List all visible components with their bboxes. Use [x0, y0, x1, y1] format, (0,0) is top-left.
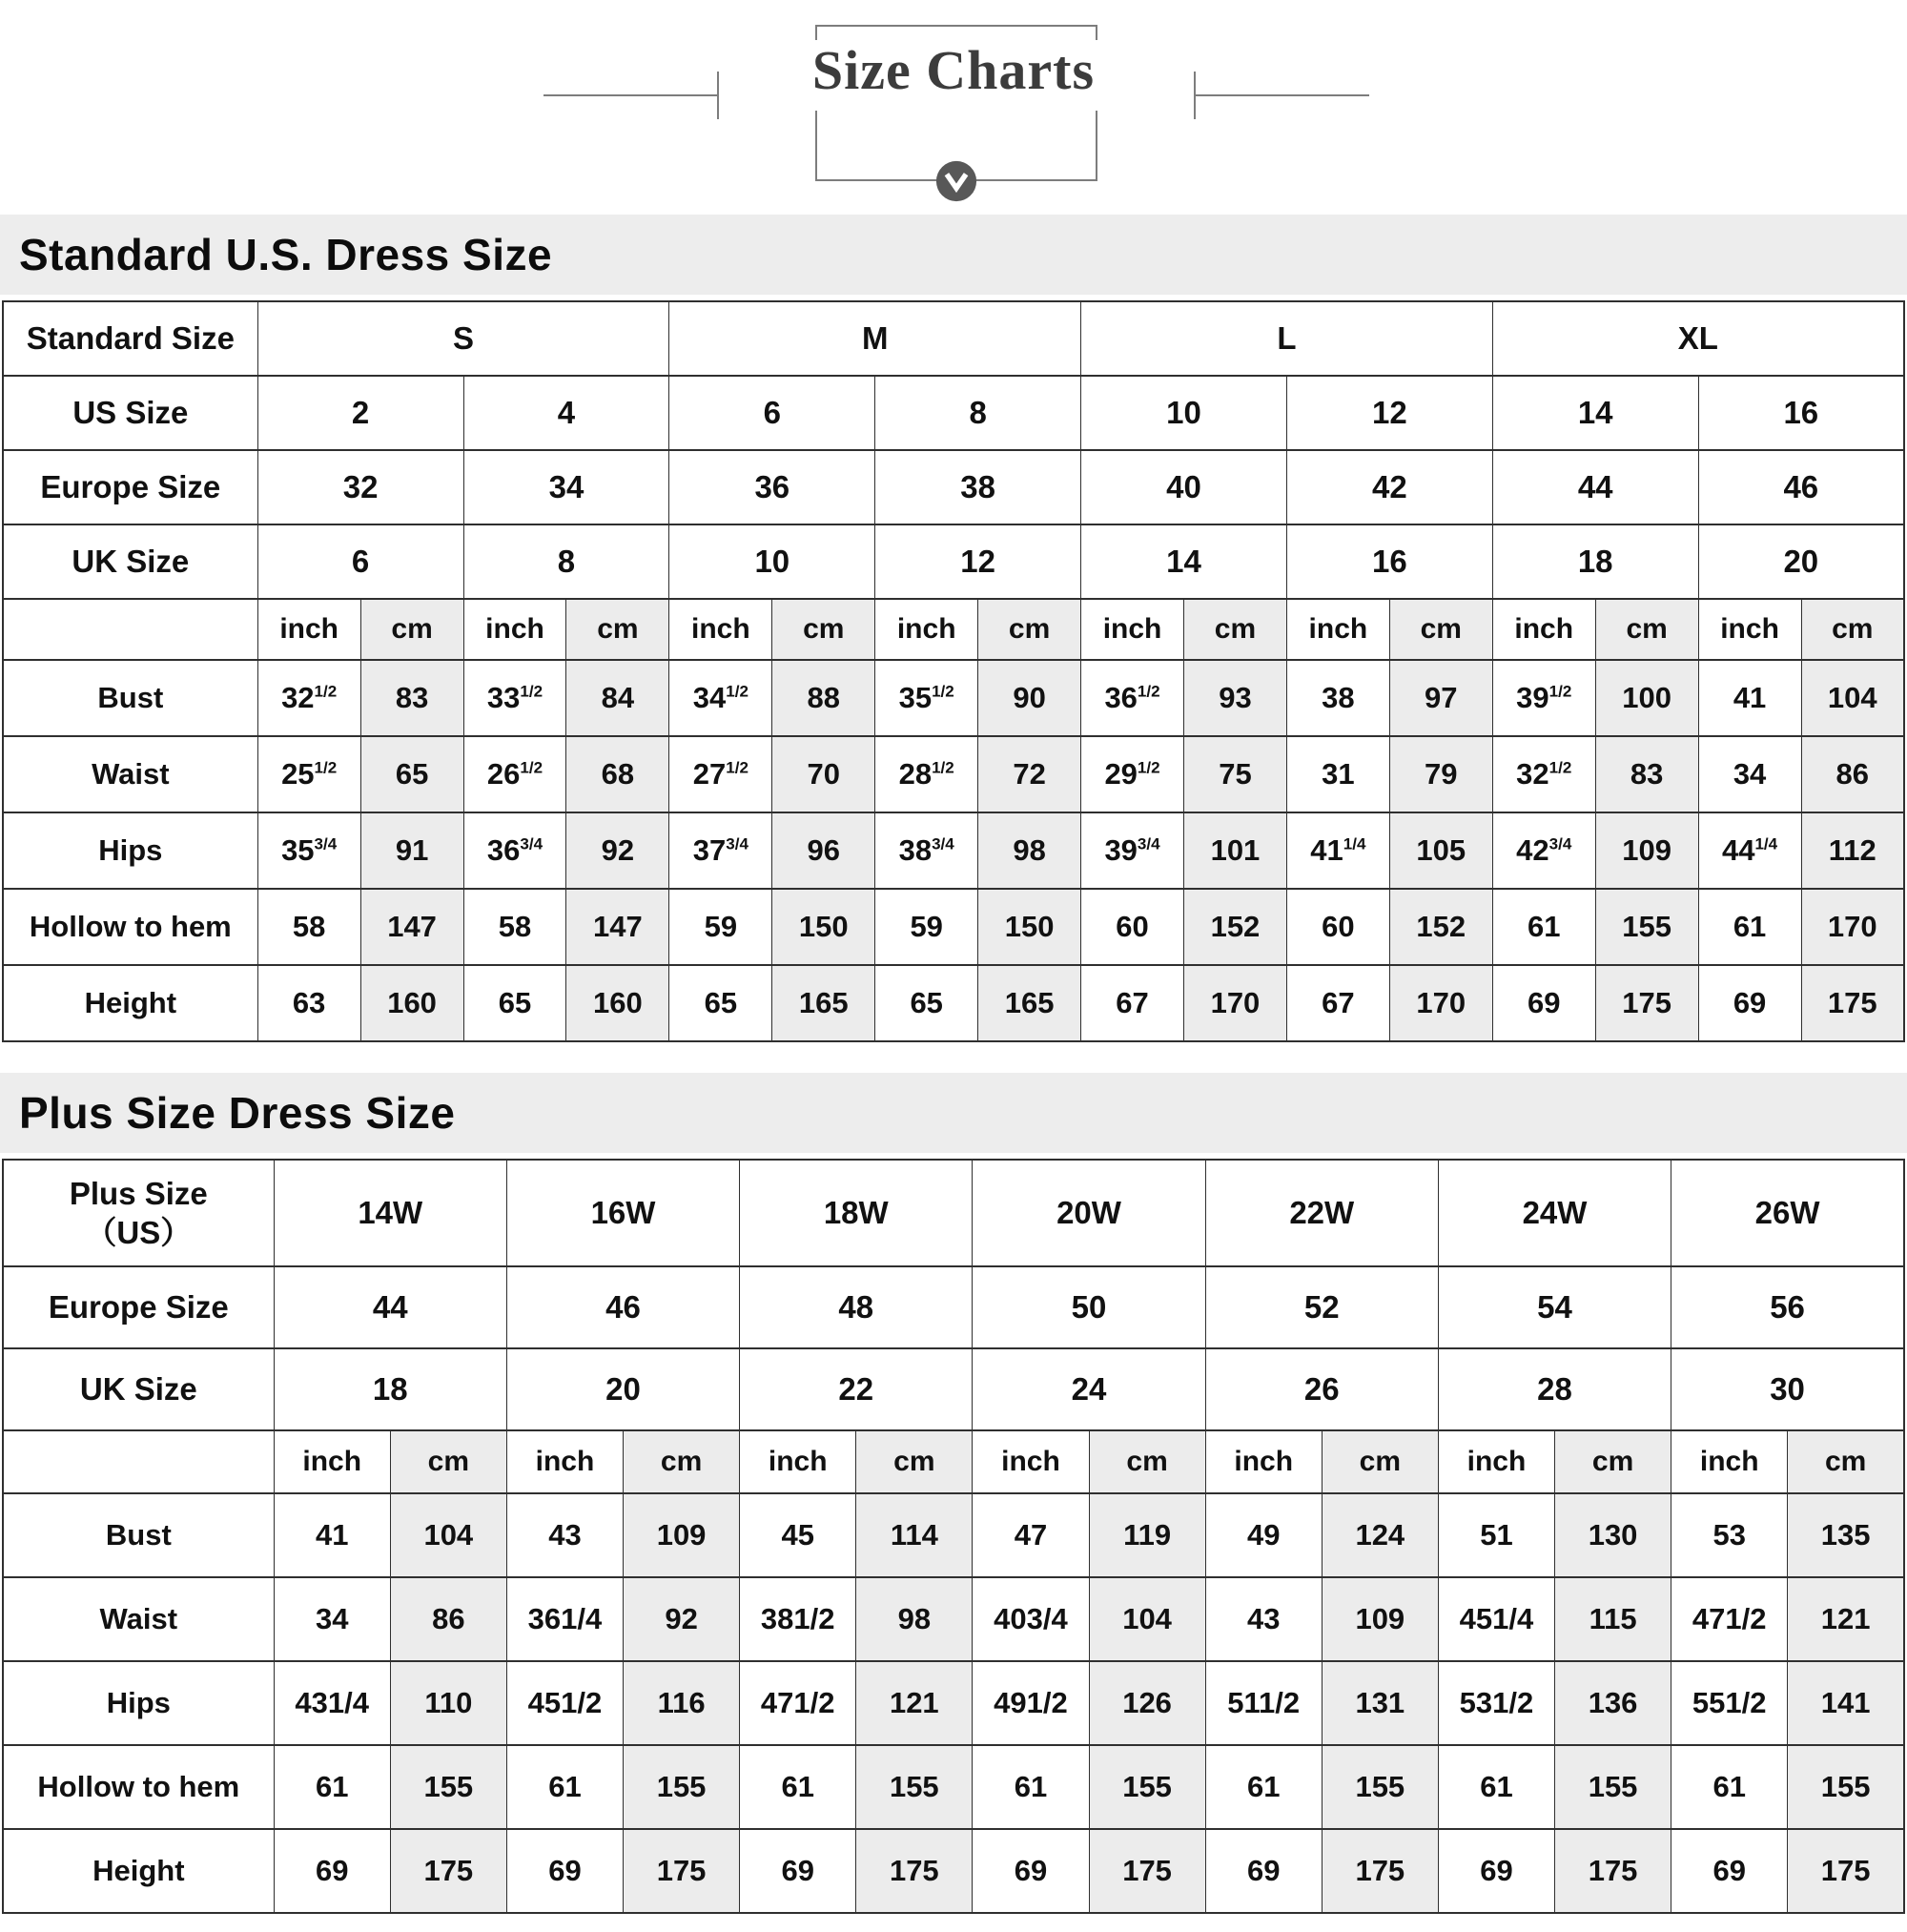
- table-cell: 48: [740, 1266, 973, 1348]
- table-cell: 361/4: [506, 1577, 623, 1661]
- table-cell: 51: [1438, 1493, 1554, 1577]
- table-cell: 22W: [1205, 1160, 1438, 1266]
- row-label: Plus Size （US）: [3, 1160, 274, 1266]
- table-cell: 68: [566, 736, 669, 812]
- table-cell: 69: [740, 1829, 856, 1913]
- table-cell: cm: [1322, 1430, 1438, 1493]
- table-cell: 20W: [973, 1160, 1205, 1266]
- table-cell: cm: [1595, 599, 1698, 660]
- table-cell: cm: [566, 599, 669, 660]
- table-cell: 28: [1438, 1348, 1671, 1430]
- page-title: Size Charts: [788, 40, 1119, 101]
- table-cell: 40: [1081, 450, 1287, 524]
- row-label: UK Size: [3, 524, 257, 599]
- table-cell: 12: [875, 524, 1081, 599]
- table-cell: inch: [257, 599, 360, 660]
- table-cell: 54: [1438, 1266, 1671, 1348]
- table-cell: inch: [740, 1430, 856, 1493]
- table-cell: 61: [1438, 1745, 1554, 1829]
- measurement-row: [3, 1745, 1904, 1829]
- size-row: [3, 1160, 1904, 1266]
- table-cell: 67: [1081, 965, 1184, 1041]
- table-cell: 46: [1698, 450, 1904, 524]
- table-cell: inch: [274, 1430, 390, 1493]
- standard-size-table: [2, 300, 1905, 1042]
- table-cell: 69: [1438, 1829, 1554, 1913]
- table-cell: 96: [772, 812, 875, 889]
- table-cell: 69: [1205, 1829, 1322, 1913]
- table-cell: 175: [624, 1829, 740, 1913]
- right-rule: [1196, 94, 1369, 96]
- table-cell: 112: [1801, 812, 1904, 889]
- table-cell: cm: [624, 1430, 740, 1493]
- table-cell: 135: [1788, 1493, 1904, 1577]
- table-cell: cm: [390, 1430, 506, 1493]
- plus-section-band: [0, 1073, 1907, 1153]
- chevron-down-icon: [935, 160, 977, 202]
- table-cell: 61: [1205, 1745, 1322, 1829]
- table-cell: 170: [1801, 889, 1904, 965]
- table-cell: 175: [1801, 965, 1904, 1041]
- table-cell: 175: [1595, 965, 1698, 1041]
- table-cell: 152: [1183, 889, 1286, 965]
- table-cell: 97: [1389, 660, 1492, 736]
- table-cell: 60: [1286, 889, 1389, 965]
- table-cell: 109: [1322, 1577, 1438, 1661]
- table-cell: 46: [506, 1266, 739, 1348]
- table-cell: 14: [1081, 524, 1287, 599]
- table-cell: 26W: [1671, 1160, 1904, 1266]
- table-cell: 491/2: [973, 1661, 1089, 1745]
- table-cell: 170: [1389, 965, 1492, 1041]
- size-charts-header: [0, 0, 1907, 215]
- table-cell: cm: [978, 599, 1081, 660]
- table-cell: 100: [1595, 660, 1698, 736]
- table-cell: 91: [360, 812, 463, 889]
- table-cell: inch: [1205, 1430, 1322, 1493]
- row-label: Height: [3, 965, 257, 1041]
- table-cell: $35^{1/2}$: [875, 660, 978, 736]
- row-label: Bust: [3, 660, 257, 736]
- table-cell: 50: [973, 1266, 1205, 1348]
- table-cell: 90: [978, 660, 1081, 736]
- table-cell: 431/4: [274, 1661, 390, 1745]
- table-cell: 119: [1089, 1493, 1205, 1577]
- table-cell: 31: [1286, 736, 1389, 812]
- table-cell: $27^{1/2}$: [669, 736, 772, 812]
- table-cell: 75: [1183, 736, 1286, 812]
- table-cell: 16: [1698, 376, 1904, 450]
- standard-section-title: Standard U.S. Dress Size: [19, 230, 553, 279]
- table-cell: 59: [669, 889, 772, 965]
- table-cell: inch: [875, 599, 978, 660]
- table-cell: $41^{1/4}$: [1286, 812, 1389, 889]
- table-cell: inch: [1286, 599, 1389, 660]
- table-cell: XL: [1492, 301, 1904, 376]
- table-cell: S: [257, 301, 669, 376]
- table-cell: 104: [390, 1493, 506, 1577]
- table-cell: 160: [566, 965, 669, 1041]
- table-cell: 16W: [506, 1160, 739, 1266]
- table-cell: $29^{1/2}$: [1081, 736, 1184, 812]
- table-cell: 136: [1555, 1661, 1671, 1745]
- table-cell: 18: [274, 1348, 506, 1430]
- table-cell: 175: [1788, 1829, 1904, 1913]
- size-row: [3, 524, 1904, 599]
- table-cell: 175: [390, 1829, 506, 1913]
- row-label: Europe Size: [3, 1266, 274, 1348]
- table-cell: 98: [856, 1577, 973, 1661]
- table-cell: $34^{1/2}$: [669, 660, 772, 736]
- table-cell: 72: [978, 736, 1081, 812]
- table-cell: $33^{1/2}$: [463, 660, 566, 736]
- table-cell: 150: [772, 889, 875, 965]
- row-label: US Size: [3, 376, 257, 450]
- table-cell: 42: [1286, 450, 1492, 524]
- table-cell: 67: [1286, 965, 1389, 1041]
- table-cell: $28^{1/2}$: [875, 736, 978, 812]
- table-cell: 121: [856, 1661, 973, 1745]
- size-row: [3, 301, 1904, 376]
- table-cell: 131: [1322, 1661, 1438, 1745]
- table-cell: 551/2: [1671, 1661, 1788, 1745]
- row-label: Standard Size: [3, 301, 257, 376]
- table-cell: 155: [390, 1745, 506, 1829]
- table-cell: 61: [1698, 889, 1801, 965]
- standard-section-band: [0, 215, 1907, 295]
- table-cell: 109: [1595, 812, 1698, 889]
- table-cell: 20: [1698, 524, 1904, 599]
- table-cell: 105: [1389, 812, 1492, 889]
- table-cell: cm: [1788, 1430, 1904, 1493]
- table-cell: 24: [973, 1348, 1205, 1430]
- table-cell: 2: [257, 376, 463, 450]
- row-label: [3, 1430, 274, 1493]
- table-cell: M: [669, 301, 1081, 376]
- measurement-row: [3, 1829, 1904, 1913]
- table-cell: cm: [360, 599, 463, 660]
- table-cell: 116: [624, 1661, 740, 1745]
- table-cell: 165: [978, 965, 1081, 1041]
- table-cell: 61: [274, 1745, 390, 1829]
- row-label: Hips: [3, 812, 257, 889]
- table-cell: 44: [1492, 450, 1698, 524]
- table-cell: cm: [1389, 599, 1492, 660]
- table-cell: 52: [1205, 1266, 1438, 1348]
- table-cell: 6: [669, 376, 875, 450]
- table-cell: 38: [1286, 660, 1389, 736]
- table-cell: 84: [566, 660, 669, 736]
- measurement-row: [3, 1661, 1904, 1745]
- table-cell: 45: [740, 1493, 856, 1577]
- table-cell: 56: [1671, 1266, 1904, 1348]
- row-label: Bust: [3, 1493, 274, 1577]
- table-cell: 93: [1183, 660, 1286, 736]
- table-cell: $36^{3/4}$: [463, 812, 566, 889]
- table-cell: 16: [1286, 524, 1492, 599]
- table-cell: $32^{1/2}$: [257, 660, 360, 736]
- table-cell: $39^{1/2}$: [1492, 660, 1595, 736]
- table-cell: 471/2: [1671, 1577, 1788, 1661]
- table-cell: 36: [669, 450, 875, 524]
- table-cell: 121: [1788, 1577, 1904, 1661]
- table-cell: 60: [1081, 889, 1184, 965]
- table-cell: 175: [1089, 1829, 1205, 1913]
- table-cell: 30: [1671, 1348, 1904, 1430]
- table-cell: cm: [1183, 599, 1286, 660]
- table-cell: 109: [624, 1493, 740, 1577]
- plus-section-title: Plus Size Dress Size: [19, 1088, 456, 1138]
- table-cell: $37^{3/4}$: [669, 812, 772, 889]
- measurement-row: [3, 660, 1904, 736]
- row-label: Hollow to hem: [3, 889, 257, 965]
- table-cell: 147: [566, 889, 669, 965]
- table-cell: cm: [1089, 1430, 1205, 1493]
- table-cell: 59: [875, 889, 978, 965]
- left-rule: [543, 94, 717, 96]
- table-cell: 61: [506, 1745, 623, 1829]
- table-cell: 61: [740, 1745, 856, 1829]
- table-cell: 79: [1389, 736, 1492, 812]
- row-label: Height: [3, 1829, 274, 1913]
- row-label: Waist: [3, 1577, 274, 1661]
- measurement-row: [3, 812, 1904, 889]
- table-cell: 130: [1555, 1493, 1671, 1577]
- table-cell: 24W: [1438, 1160, 1671, 1266]
- table-cell: 47: [973, 1493, 1089, 1577]
- row-label: [3, 599, 257, 660]
- size-row: [3, 1266, 1904, 1348]
- table-cell: cm: [1801, 599, 1904, 660]
- table-cell: 381/2: [740, 1577, 856, 1661]
- table-cell: 141: [1788, 1661, 1904, 1745]
- table-cell: 65: [360, 736, 463, 812]
- left-rule-tick: [717, 72, 719, 119]
- table-cell: 69: [1492, 965, 1595, 1041]
- table-cell: inch: [1438, 1430, 1554, 1493]
- table-cell: 20: [506, 1348, 739, 1430]
- table-cell: 70: [772, 736, 875, 812]
- table-cell: 22: [740, 1348, 973, 1430]
- table-cell: 147: [360, 889, 463, 965]
- table-cell: L: [1081, 301, 1493, 376]
- table-cell: 175: [1555, 1829, 1671, 1913]
- table-cell: 101: [1183, 812, 1286, 889]
- table-cell: $32^{1/2}$: [1492, 736, 1595, 812]
- table-cell: 511/2: [1205, 1661, 1322, 1745]
- table-cell: 69: [973, 1829, 1089, 1913]
- table-cell: 152: [1389, 889, 1492, 965]
- table-cell: 83: [360, 660, 463, 736]
- table-cell: 43: [1205, 1577, 1322, 1661]
- table-cell: 49: [1205, 1493, 1322, 1577]
- table-cell: 170: [1183, 965, 1286, 1041]
- table-cell: 155: [1788, 1745, 1904, 1829]
- measurement-row: [3, 1493, 1904, 1577]
- table-cell: 61: [973, 1745, 1089, 1829]
- table-cell: 34: [274, 1577, 390, 1661]
- table-cell: cm: [1555, 1430, 1671, 1493]
- measurement-row: [3, 1577, 1904, 1661]
- table-cell: cm: [772, 599, 875, 660]
- table-cell: 12: [1286, 376, 1492, 450]
- table-cell: 175: [856, 1829, 973, 1913]
- table-cell: 86: [1801, 736, 1904, 812]
- table-cell: inch: [506, 1430, 623, 1493]
- table-cell: 38: [875, 450, 1081, 524]
- row-label: Europe Size: [3, 450, 257, 524]
- table-cell: 58: [257, 889, 360, 965]
- table-cell: 10: [1081, 376, 1287, 450]
- table-cell: 18: [1492, 524, 1698, 599]
- table-cell: 26: [1205, 1348, 1438, 1430]
- table-cell: 8: [875, 376, 1081, 450]
- size-row: [3, 376, 1904, 450]
- table-cell: inch: [1081, 599, 1184, 660]
- row-label: Hollow to hem: [3, 1745, 274, 1829]
- table-cell: inch: [669, 599, 772, 660]
- table-cell: 155: [856, 1745, 973, 1829]
- table-cell: $39^{3/4}$: [1081, 812, 1184, 889]
- table-cell: $26^{1/2}$: [463, 736, 566, 812]
- table-cell: 18W: [740, 1160, 973, 1266]
- table-cell: 61: [1492, 889, 1595, 965]
- table-cell: 160: [360, 965, 463, 1041]
- table-cell: $36^{1/2}$: [1081, 660, 1184, 736]
- plus-size-table: [2, 1159, 1905, 1914]
- table-cell: cm: [856, 1430, 973, 1493]
- table-cell: 69: [506, 1829, 623, 1913]
- table-cell: 41: [1698, 660, 1801, 736]
- table-cell: 165: [772, 965, 875, 1041]
- table-cell: $25^{1/2}$: [257, 736, 360, 812]
- table-cell: 110: [390, 1661, 506, 1745]
- table-cell: 69: [274, 1829, 390, 1913]
- table-cell: 4: [463, 376, 669, 450]
- table-cell: 150: [978, 889, 1081, 965]
- unit-header-row: [3, 1430, 1904, 1493]
- table-cell: 41: [274, 1493, 390, 1577]
- table-cell: 14W: [274, 1160, 506, 1266]
- table-cell: 126: [1089, 1661, 1205, 1745]
- table-cell: 65: [463, 965, 566, 1041]
- table-cell: inch: [1698, 599, 1801, 660]
- table-cell: 471/2: [740, 1661, 856, 1745]
- table-cell: 86: [390, 1577, 506, 1661]
- table-cell: 58: [463, 889, 566, 965]
- table-cell: 34: [463, 450, 669, 524]
- table-cell: inch: [1492, 599, 1595, 660]
- table-cell: 88: [772, 660, 875, 736]
- table-cell: 8: [463, 524, 669, 599]
- table-cell: 115: [1555, 1577, 1671, 1661]
- measurement-row: [3, 965, 1904, 1041]
- measurement-row: [3, 889, 1904, 965]
- table-cell: 65: [669, 965, 772, 1041]
- row-label: Waist: [3, 736, 257, 812]
- row-label: UK Size: [3, 1348, 274, 1430]
- table-cell: 98: [978, 812, 1081, 889]
- measurement-row: [3, 736, 1904, 812]
- table-cell: 6: [257, 524, 463, 599]
- table-cell: 403/4: [973, 1577, 1089, 1661]
- table-cell: 104: [1801, 660, 1904, 736]
- table-cell: inch: [973, 1430, 1089, 1493]
- size-row: [3, 450, 1904, 524]
- row-label: Hips: [3, 1661, 274, 1745]
- table-cell: 155: [1595, 889, 1698, 965]
- table-cell: 69: [1671, 1829, 1788, 1913]
- table-cell: 34: [1698, 736, 1801, 812]
- table-cell: 451/4: [1438, 1577, 1554, 1661]
- table-cell: 114: [856, 1493, 973, 1577]
- table-cell: $35^{3/4}$: [257, 812, 360, 889]
- table-cell: $42^{3/4}$: [1492, 812, 1595, 889]
- table-cell: 155: [624, 1745, 740, 1829]
- table-cell: 104: [1089, 1577, 1205, 1661]
- table-cell: 65: [875, 965, 978, 1041]
- table-cell: 155: [1555, 1745, 1671, 1829]
- table-cell: inch: [463, 599, 566, 660]
- table-cell: 92: [624, 1577, 740, 1661]
- table-cell: inch: [1671, 1430, 1788, 1493]
- table-cell: 63: [257, 965, 360, 1041]
- table-cell: 155: [1322, 1745, 1438, 1829]
- table-cell: 92: [566, 812, 669, 889]
- table-cell: 124: [1322, 1493, 1438, 1577]
- table-cell: 69: [1698, 965, 1801, 1041]
- table-cell: 155: [1089, 1745, 1205, 1829]
- table-cell: 53: [1671, 1493, 1788, 1577]
- table-cell: $44^{1/4}$: [1698, 812, 1801, 889]
- table-cell: 14: [1492, 376, 1698, 450]
- table-cell: 61: [1671, 1745, 1788, 1829]
- table-cell: 10: [669, 524, 875, 599]
- table-cell: 43: [506, 1493, 623, 1577]
- unit-header-row: [3, 599, 1904, 660]
- table-cell: $38^{3/4}$: [875, 812, 978, 889]
- table-cell: 175: [1322, 1829, 1438, 1913]
- table-cell: 44: [274, 1266, 506, 1348]
- table-cell: 451/2: [506, 1661, 623, 1745]
- table-cell: 83: [1595, 736, 1698, 812]
- table-cell: 32: [257, 450, 463, 524]
- size-row: [3, 1348, 1904, 1430]
- table-cell: 531/2: [1438, 1661, 1554, 1745]
